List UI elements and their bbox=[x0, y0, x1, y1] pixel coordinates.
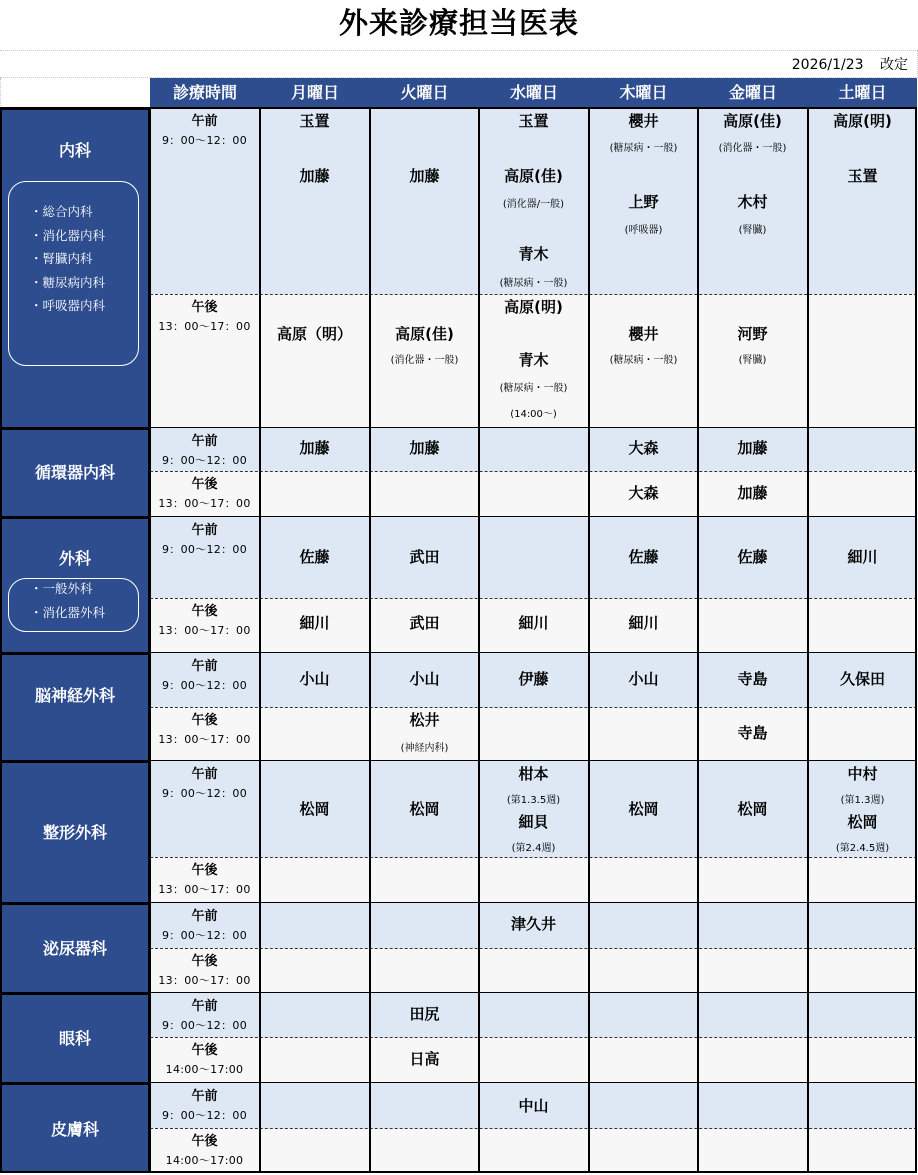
doctor-note: (消化器・一般) bbox=[390, 355, 459, 366]
am-cell bbox=[479, 517, 589, 598]
pm-cell bbox=[260, 294, 370, 428]
pm-cell bbox=[370, 1128, 479, 1172]
doctor-name: 細貝 bbox=[518, 813, 549, 831]
doctor-note: (第2.4.5週) bbox=[835, 843, 890, 854]
doctor-name: 青木 bbox=[518, 351, 549, 369]
session-time-am: 9：00～12：00 bbox=[162, 454, 247, 467]
session-time-am: 9：00～12：00 bbox=[162, 134, 247, 147]
session-label-am: 午前 bbox=[191, 1089, 218, 1104]
department-name: 泌尿器科 bbox=[42, 939, 107, 958]
pm-cell bbox=[808, 948, 917, 993]
doctor-note: (第1.3週) bbox=[840, 795, 885, 806]
session-label-pm: 午後 bbox=[191, 1043, 218, 1058]
am-cell bbox=[370, 108, 479, 294]
department-name: 循環器内科 bbox=[34, 463, 115, 482]
subspecialty-item: ・消化器外科 bbox=[30, 604, 106, 620]
am-cell bbox=[260, 1083, 370, 1128]
doctor-name: 津久井 bbox=[510, 915, 556, 933]
header-day: 金曜日 bbox=[698, 78, 808, 108]
session-time-pm: 13：00～17：00 bbox=[158, 624, 251, 637]
department-name: 脳神経外科 bbox=[34, 686, 115, 705]
department-name: 皮膚科 bbox=[50, 1120, 99, 1139]
am-cell bbox=[589, 1083, 698, 1128]
doctor-name: 小山 bbox=[299, 670, 330, 688]
pm-cell bbox=[808, 1128, 917, 1172]
revision-row bbox=[0, 50, 918, 78]
doctor-name: 加藤 bbox=[299, 439, 330, 457]
doctor-name: 木村 bbox=[737, 193, 768, 211]
header-day: 土曜日 bbox=[808, 78, 917, 108]
header-time: 診療時間 bbox=[150, 78, 260, 108]
doctor-note: (呼吸器) bbox=[624, 225, 663, 236]
session-divider bbox=[150, 598, 917, 599]
doctor-note: (神経内科) bbox=[400, 743, 449, 754]
session-label-am: 午前 bbox=[191, 767, 218, 782]
doctor-name: 櫻井 bbox=[628, 325, 659, 343]
pm-cell bbox=[589, 1128, 698, 1172]
pm-cell bbox=[479, 1128, 589, 1172]
doctor-name: 武田 bbox=[409, 614, 440, 632]
doctor-note: (14:00～) bbox=[510, 409, 557, 420]
am-cell bbox=[698, 1083, 808, 1128]
pm-cell bbox=[589, 948, 698, 993]
doctor-name: 加藤 bbox=[409, 167, 440, 185]
doctor-note: (消化器/一般) bbox=[502, 199, 565, 210]
column-border bbox=[259, 108, 261, 1172]
doctor-name: 細川 bbox=[518, 614, 549, 632]
doctor-name: 武田 bbox=[409, 548, 440, 566]
pm-cell bbox=[370, 471, 479, 517]
doctor-name: 高原（明） bbox=[276, 325, 352, 343]
doctor-note: (消化器・一般) bbox=[718, 143, 787, 154]
pm-cell bbox=[479, 707, 589, 761]
doctor-name: 寺島 bbox=[737, 724, 768, 742]
session-divider bbox=[150, 1037, 917, 1038]
header-day: 水曜日 bbox=[479, 78, 589, 108]
doctor-name: 佐藤 bbox=[628, 548, 659, 566]
session-time-am: 9：00～12：00 bbox=[162, 1109, 247, 1122]
doctor-name: 中山 bbox=[518, 1097, 549, 1115]
session-time-pm: 14:00～17:00 bbox=[165, 1063, 244, 1076]
pm-cell bbox=[808, 598, 917, 653]
am-cell bbox=[479, 993, 589, 1037]
subspecialty-list bbox=[30, 200, 105, 318]
session-label-pm: 午後 bbox=[191, 604, 218, 619]
doctor-name: 加藤 bbox=[737, 484, 768, 502]
subspecialty-item: ・消化器内科 bbox=[30, 227, 106, 243]
department-name: 整形外科 bbox=[42, 823, 107, 842]
doctor-name: 高原(明) bbox=[833, 112, 892, 130]
pm-cell bbox=[808, 857, 917, 903]
doctor-name: 松岡 bbox=[299, 800, 330, 818]
am-cell bbox=[589, 903, 698, 948]
doctor-name: 大森 bbox=[628, 484, 659, 502]
session-time-am: 9：00～12：00 bbox=[162, 929, 247, 942]
subspecialty-item: ・呼吸器内科 bbox=[30, 298, 106, 313]
subspecialty-item: ・腎臓内科 bbox=[30, 251, 93, 266]
pm-cell bbox=[698, 948, 808, 993]
am-cell bbox=[589, 993, 698, 1037]
pm-cell bbox=[260, 1037, 370, 1083]
am-cell bbox=[698, 993, 808, 1037]
session-label-am: 午前 bbox=[191, 659, 218, 674]
session-time-am: 9：00～12：00 bbox=[162, 1019, 247, 1032]
pm-cell bbox=[370, 857, 479, 903]
session-divider bbox=[150, 471, 917, 472]
doctor-name: 佐藤 bbox=[737, 548, 768, 566]
revision-date: 2026/1/23 bbox=[791, 57, 864, 73]
session-time-pm: 13：00～17：00 bbox=[158, 733, 251, 746]
doctor-note: (腎臓) bbox=[738, 225, 767, 236]
session-label-pm: 午後 bbox=[191, 713, 218, 728]
pm-cell bbox=[589, 707, 698, 761]
doctor-name: 玉置 bbox=[299, 112, 330, 130]
doctor-name: 中村 bbox=[847, 765, 878, 783]
revision-info bbox=[792, 54, 908, 74]
doctor-name: 細川 bbox=[847, 548, 878, 566]
session-label-pm: 午後 bbox=[191, 863, 218, 878]
pm-cell bbox=[808, 1037, 917, 1083]
am-cell bbox=[808, 1083, 917, 1128]
pm-cell bbox=[260, 948, 370, 993]
session-divider bbox=[150, 1128, 917, 1129]
pm-cell bbox=[808, 471, 917, 517]
am-cell bbox=[808, 903, 917, 948]
session-label-am: 午前 bbox=[191, 523, 218, 538]
am-cell bbox=[370, 903, 479, 948]
pm-cell bbox=[698, 598, 808, 653]
doctor-name: 玉置 bbox=[847, 167, 878, 185]
page-title: 外来診療担当医表 bbox=[338, 6, 579, 40]
session-time-pm: 13：00～17：00 bbox=[158, 320, 251, 333]
pm-cell bbox=[698, 857, 808, 903]
pm-cell bbox=[479, 857, 589, 903]
subspecialty-item: ・一般外科 bbox=[30, 581, 93, 596]
doctor-name: 高原(佳) bbox=[723, 112, 782, 130]
header-day: 月曜日 bbox=[260, 78, 370, 108]
session-time-pm: 13：00～17：00 bbox=[158, 974, 251, 987]
doctor-name: 細川 bbox=[299, 614, 330, 632]
doctor-name: 松井 bbox=[409, 711, 440, 729]
doctor-name: 松岡 bbox=[847, 813, 878, 831]
department-name: 内科 bbox=[58, 141, 91, 160]
doctor-name: 玉置 bbox=[518, 112, 549, 130]
session-divider bbox=[150, 857, 917, 858]
subspecialty-item: ・糖尿病内科 bbox=[30, 274, 106, 290]
doctor-name: 櫻井 bbox=[628, 112, 659, 130]
am-cell bbox=[808, 993, 917, 1037]
column-border bbox=[697, 108, 699, 1172]
revision-label: 改定 bbox=[880, 57, 908, 73]
session-time-am: 9：00～12：00 bbox=[162, 787, 247, 800]
doctor-name: 大森 bbox=[628, 439, 659, 457]
session-label-pm: 午後 bbox=[191, 1134, 218, 1149]
pm-cell bbox=[260, 471, 370, 517]
doctor-note: (第1.3.5週) bbox=[506, 795, 561, 806]
session-label-pm: 午後 bbox=[191, 954, 218, 969]
doctor-name: 高原(明) bbox=[504, 298, 563, 316]
pm-cell bbox=[260, 857, 370, 903]
subspecialty-item: ・総合内科 bbox=[30, 204, 93, 219]
doctor-name: 加藤 bbox=[409, 439, 440, 457]
column-border bbox=[807, 108, 809, 1172]
am-cell bbox=[260, 993, 370, 1037]
doctor-name: 高原(佳) bbox=[395, 325, 454, 343]
pm-cell bbox=[479, 1037, 589, 1083]
session-divider bbox=[150, 294, 917, 295]
pm-cell bbox=[589, 857, 698, 903]
pm-cell bbox=[589, 1037, 698, 1083]
doctor-name: 細川 bbox=[628, 614, 659, 632]
doctor-name: 寺島 bbox=[737, 670, 768, 688]
header-corner bbox=[0, 78, 152, 110]
session-time-pm: 13：00～17：00 bbox=[158, 883, 251, 896]
pm-cell bbox=[698, 1128, 808, 1172]
doctor-name: 松岡 bbox=[409, 800, 440, 818]
doctor-note: (糖尿病・一般) bbox=[499, 278, 568, 289]
table-left-border bbox=[0, 108, 2, 1172]
session-label-am: 午前 bbox=[191, 114, 218, 129]
am-cell bbox=[479, 428, 589, 471]
department-name: 眼科 bbox=[58, 1029, 91, 1048]
pm-cell bbox=[479, 471, 589, 517]
am-cell bbox=[698, 903, 808, 948]
am-cell bbox=[260, 903, 370, 948]
doctor-name: 河野 bbox=[737, 325, 768, 343]
doctor-name: 日高 bbox=[409, 1050, 440, 1068]
doctor-note: (糖尿病・一般) bbox=[609, 143, 678, 154]
am-cell bbox=[370, 1083, 479, 1128]
doctor-name: 小山 bbox=[409, 670, 440, 688]
doctor-name: 佐藤 bbox=[299, 548, 330, 566]
session-time-am: 9：00～12：00 bbox=[162, 679, 247, 692]
department-border bbox=[0, 1171, 917, 1173]
column-border bbox=[915, 108, 917, 1172]
session-label-am: 午前 bbox=[191, 999, 218, 1014]
pm-cell bbox=[370, 948, 479, 993]
doctor-name: 柑本 bbox=[518, 765, 549, 783]
session-divider bbox=[150, 948, 917, 949]
session-label-pm: 午後 bbox=[191, 300, 218, 315]
am-cell bbox=[808, 428, 917, 471]
session-label-am: 午前 bbox=[191, 909, 218, 924]
session-label-am: 午前 bbox=[191, 434, 218, 449]
doctor-name: 小山 bbox=[628, 670, 659, 688]
doctor-name: 松岡 bbox=[628, 800, 659, 818]
doctor-name: 上野 bbox=[628, 193, 659, 211]
header-border bbox=[0, 107, 917, 109]
department-cell bbox=[0, 653, 150, 761]
subspecialty-list bbox=[30, 577, 105, 624]
department-name: 外科 bbox=[58, 549, 91, 568]
doctor-note: (第2.4週) bbox=[511, 843, 556, 854]
pm-cell bbox=[698, 1037, 808, 1083]
session-time-am: 9：00～12：00 bbox=[162, 543, 247, 556]
session-label-pm: 午後 bbox=[191, 477, 218, 492]
doctor-name: 松岡 bbox=[737, 800, 768, 818]
column-border bbox=[149, 108, 151, 1172]
pm-cell bbox=[260, 707, 370, 761]
am-cell bbox=[260, 108, 370, 294]
doctor-name: 青木 bbox=[518, 245, 549, 263]
session-time-pm: 14:00～17:00 bbox=[165, 1154, 244, 1167]
column-border bbox=[588, 108, 590, 1172]
pm-cell bbox=[260, 1128, 370, 1172]
session-divider bbox=[150, 707, 917, 708]
doctor-name: 田尻 bbox=[409, 1005, 440, 1023]
doctor-note: (糖尿病・一般) bbox=[499, 383, 568, 394]
pm-cell bbox=[808, 707, 917, 761]
doctor-name: 高原(佳) bbox=[504, 167, 563, 185]
doctor-name: 加藤 bbox=[737, 439, 768, 457]
doctor-name: 加藤 bbox=[299, 167, 330, 185]
session-time-pm: 13：00～17：00 bbox=[158, 497, 251, 510]
pm-cell bbox=[479, 948, 589, 993]
header-day: 木曜日 bbox=[589, 78, 698, 108]
doctor-note: (糖尿病・一般) bbox=[609, 355, 678, 366]
doctor-note: (腎臓) bbox=[738, 355, 767, 366]
pm-cell bbox=[808, 294, 917, 428]
header-day: 火曜日 bbox=[370, 78, 479, 108]
doctor-name: 伊藤 bbox=[518, 670, 549, 688]
am-cell bbox=[808, 108, 917, 294]
doctor-name: 久保田 bbox=[839, 670, 885, 688]
